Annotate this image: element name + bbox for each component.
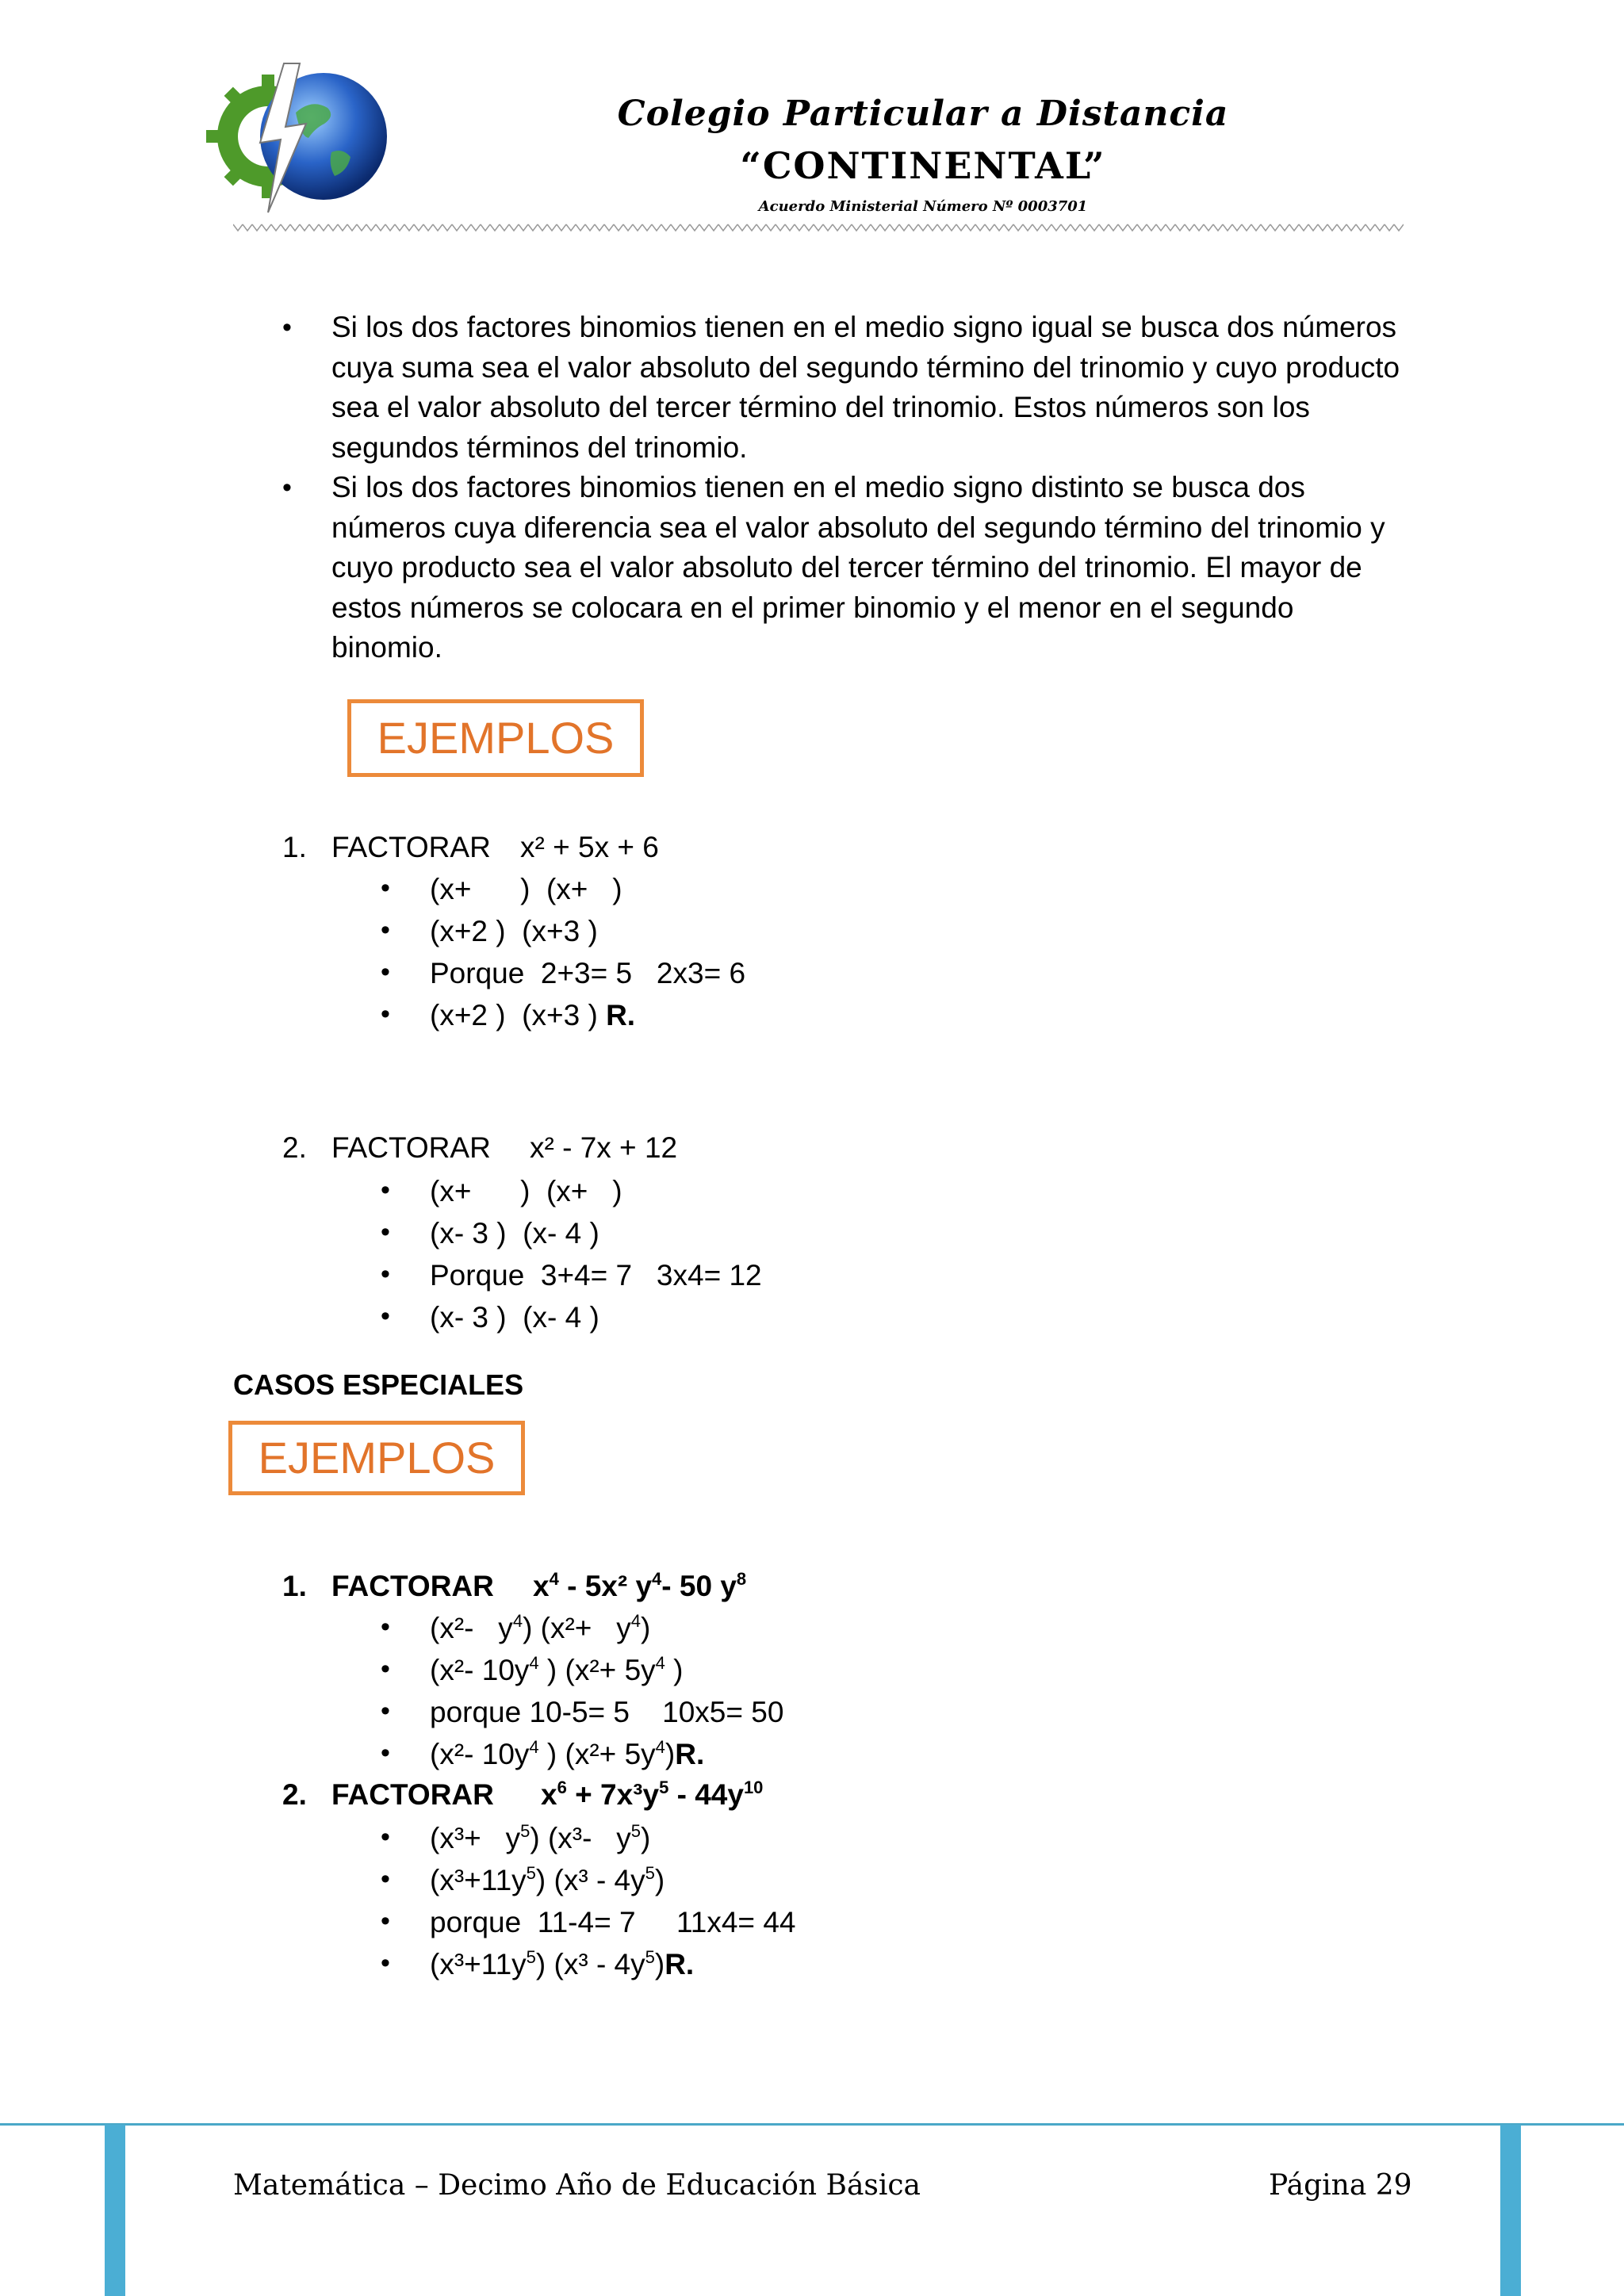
special-cases-heading: CASOS ESPECIALES — [233, 1368, 524, 1401]
footer-bar-left — [105, 2125, 125, 2296]
intro-bullet-list — [282, 308, 1400, 668]
example-label: FACTORAR — [331, 831, 491, 863]
example-number: 1. — [282, 831, 307, 863]
school-title: Colegio Particular a Distancia — [617, 94, 1229, 134]
examples-box: EJEMPLOS — [228, 1421, 525, 1495]
footer-bar-right — [1500, 2125, 1521, 2296]
intro-bullet: • Si los dos factores binomios tienen en el medio signo igual se busca dos números cuya suma sea el valor absoluto del segundo término del trinomio y cuyo producto sea el valor absoluto del tercer término del trinomio. Estos números son los segundos términos del trinomio. — [282, 308, 1400, 468]
example-number: 1. — [282, 1570, 307, 1602]
intro-bullet: • Si los dos factores binomios tienen en el medio signo distinto se busca dos números cuya diferencia sea el valor absoluto del segundo término del trinomio y cuyo producto sea el valor absoluto del tercer término del trinomio. El mayor de estos números se colocara en el primer binomio y el menor en el segundo binomio. — [282, 468, 1400, 668]
example-expression: $x^6 + 7x^3y^5 - 44y^{10}$ — [541, 1777, 764, 1811]
example-label: FACTORAR — [331, 1778, 494, 1811]
page-number: Página 29 — [1269, 2169, 1412, 2202]
example-number: 2. — [282, 1131, 307, 1164]
example-number: 2. — [282, 1778, 307, 1811]
example-expression: x² + 5x + 6 — [520, 831, 659, 863]
example-label: FACTORAR — [331, 1131, 491, 1164]
result-mark: R. — [606, 999, 636, 1031]
example-expression: $x^4 - 5x^2$ $y^4-$ 50 $y^8$ — [533, 1569, 747, 1602]
example-expression: x² - 7x + 12 — [530, 1131, 678, 1164]
result-mark: R. — [675, 1738, 705, 1770]
example-label: FACTORAR — [331, 1570, 494, 1602]
examples-box: EJEMPLOS — [347, 699, 644, 777]
school-name: “CONTINENTAL” — [740, 144, 1106, 187]
header-divider — [233, 222, 1404, 233]
footer-divider — [0, 2123, 1624, 2126]
school-logo — [205, 57, 395, 216]
ministerial-agreement: Acuerdo Ministerial Número Nº 0003701 — [758, 198, 1088, 215]
footer-subject: Matemática – Decimo Año de Educación Básica — [233, 2169, 921, 2202]
result-mark: R. — [665, 1948, 695, 1980]
